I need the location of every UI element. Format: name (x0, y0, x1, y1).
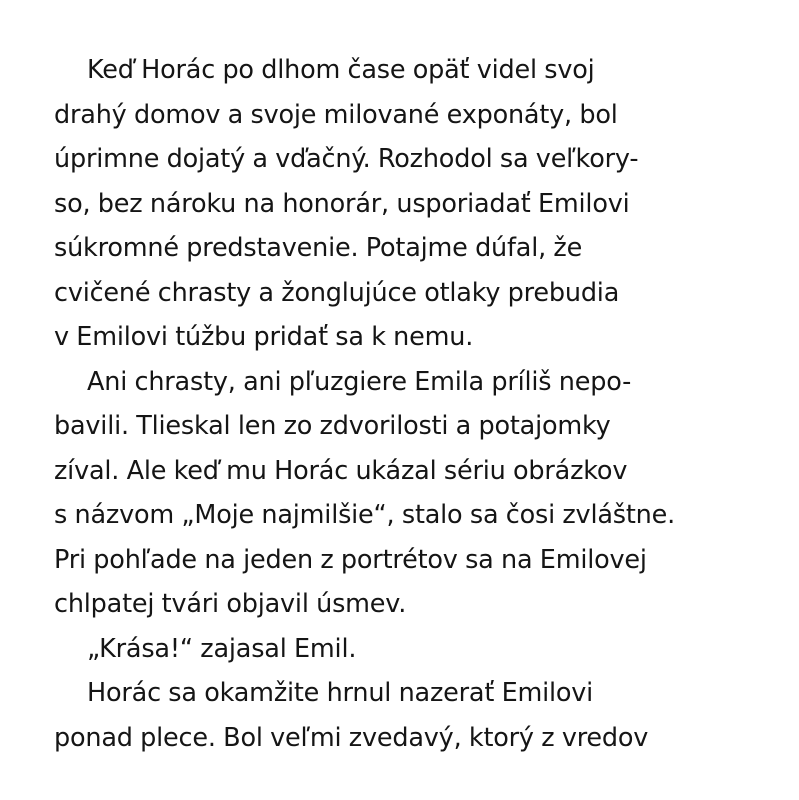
text-line: úprimne dojatý a vďačný. Rozhodol sa veľkory- (54, 144, 639, 174)
text-line: so, bez nároku na honorár, usporiadať Emilovi (54, 188, 630, 219)
text-line: chlpatej tvári objavil úsmev. (54, 589, 407, 619)
text-line: s názvom „Moje najmilšie“, stalo sa čosi zvláštne. (54, 500, 675, 530)
text-line: Keď Horác po dlhom čase opäť videl svoj (87, 55, 595, 85)
text-line: súkromné predstavenie. Potajme dúfal, že (54, 233, 583, 263)
text-line: zíval. Ale keď mu Horác ukázal sériu obrázkov (54, 455, 628, 486)
text-line: v Emilovi túžbu pridať sa k nemu. (54, 322, 474, 352)
text-line: „Krása!“ zajasal Emil. (87, 633, 357, 664)
text-line: Horác sa okamžite hrnul nazerať Emilovi (87, 678, 594, 708)
text-line: ponad plece. Bol veľmi zvedavý, ktorý z vredov (54, 722, 649, 753)
text-line: Ani chrasty, ani pľuzgiere Emila príliš nepo- (87, 366, 632, 397)
text-line: bavili. Tlieskal len zo zdvorilosti a potajomky (54, 411, 611, 441)
text-line: cvičené chrasty a žonglujúce otlaky prebudia (54, 277, 620, 308)
body-text (54, 48, 754, 760)
text-line: drahý domov a svoje milované exponáty, bol (54, 99, 618, 130)
text-line: Pri pohľade na jeden z portrétov sa na Emilovej (54, 544, 647, 575)
